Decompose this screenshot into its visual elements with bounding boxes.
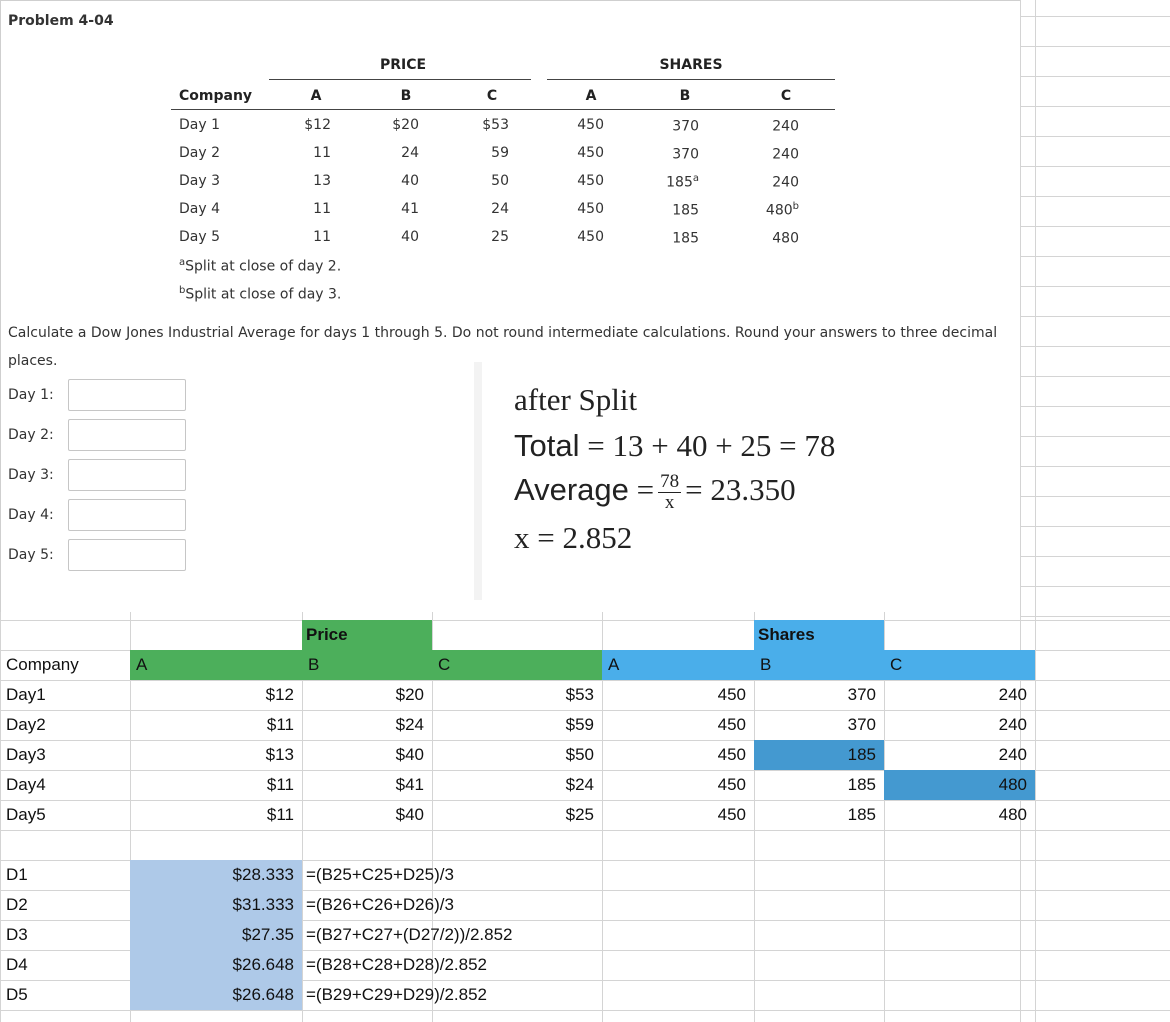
problem-cell-pc: [461, 229, 509, 245]
problem-cell-value: 11: [313, 201, 331, 217]
problem-cell-value: 370: [672, 118, 699, 135]
footnote-b-text: Split at close of day 3.: [185, 286, 342, 303]
problem-cell-pb: [371, 117, 419, 133]
overlay-average-line: [514, 472, 796, 513]
problem-cell-sa: [556, 117, 604, 133]
day-3-input[interactable]: [68, 459, 186, 491]
sheet-cell-pb[interactable]: $40: [395, 745, 424, 764]
price-header: PRICE: [379, 57, 427, 73]
problem-cell-value: 185: [666, 174, 693, 191]
sheet-row-day[interactable]: Day2: [6, 715, 46, 734]
problem-cell-sb: [651, 229, 699, 247]
problem-cell-pa: [283, 173, 331, 189]
grid-h-right: [1020, 76, 1170, 77]
shares-col-a: A: [585, 88, 597, 104]
result-label[interactable]: D5: [6, 985, 28, 1004]
sheet-cell-pc[interactable]: $50: [565, 745, 594, 764]
result-formula[interactable]: =(B29+C29+D29)/2.852: [306, 985, 487, 1004]
sheet-cell-pb[interactable]: $41: [395, 775, 424, 794]
company-header: Company: [179, 88, 253, 104]
overlay-after-split: after Split: [514, 382, 638, 417]
grid-h-right: [1020, 616, 1170, 617]
sheet-col-letter-2: C: [438, 655, 451, 674]
grid-h-right: [1020, 316, 1170, 317]
sheet-cell-pa[interactable]: $11: [266, 805, 294, 824]
problem-cell-value: 50: [491, 173, 509, 189]
problem-cell-value: 450: [577, 229, 604, 245]
shares-header: SHARES: [659, 57, 723, 73]
day-1-input[interactable]: [68, 379, 186, 411]
sheet-cell-sc[interactable]: 240: [998, 685, 1027, 704]
price-header-fill: [130, 650, 602, 680]
problem-cell-value: 240: [772, 174, 799, 191]
sheet-cell-pa[interactable]: $12: [265, 685, 294, 704]
day-3-label: Day 3:: [8, 467, 54, 483]
problem-row-day: Day 1: [179, 117, 221, 133]
grid-h-right: [1020, 196, 1170, 197]
problem-cell-pa: [283, 201, 331, 217]
sheet-row-day[interactable]: Day4: [6, 775, 46, 794]
table-header-rule: [171, 109, 835, 110]
sheet-row-day[interactable]: Day5: [6, 805, 46, 824]
grid-v-7: [1035, 612, 1036, 1022]
grid-h-right: [1020, 226, 1170, 227]
sheet-col-letter-4: B: [760, 655, 772, 674]
overlay-fraction: [658, 472, 681, 513]
result-formula[interactable]: =(B26+C26+D26)/3: [306, 895, 454, 914]
grid-h: [0, 620, 1170, 621]
grid-h-right: [1020, 136, 1170, 137]
problem-cell-pb: [371, 145, 419, 161]
problem-cell-value: 240: [772, 118, 799, 135]
footnote-marker: b: [792, 201, 799, 212]
result-label[interactable]: D1: [6, 865, 28, 884]
sheet-cell-sa[interactable]: 450: [717, 715, 746, 734]
result-formula[interactable]: =(B28+C28+D28)/2.852: [306, 955, 487, 974]
grid-h-right: [1020, 526, 1170, 527]
grid-h: [0, 1010, 1170, 1011]
problem-cell-sc: [749, 117, 799, 135]
price-col-c: C: [486, 88, 498, 104]
overlay-frac-den: x: [664, 492, 675, 514]
grid-h-right: [1020, 346, 1170, 347]
result-value[interactable]: $26.648: [232, 955, 294, 974]
grid-h-right: [1020, 466, 1170, 467]
problem-cell-sb: [651, 201, 699, 219]
sheet-cell-pa[interactable]: $11: [266, 715, 294, 734]
day-5-label: Day 5:: [8, 547, 54, 563]
sheet-cell-sc[interactable]: 480: [998, 775, 1027, 794]
overlay-average-label: Average: [514, 472, 629, 507]
shares-header-rule: [547, 79, 835, 80]
problem-cell-value: 59: [491, 145, 509, 161]
problem-cell-sc: [749, 201, 799, 219]
footnote-b-mark: b: [179, 285, 186, 296]
problem-cell-value: 185: [672, 202, 699, 219]
problem-cell-value: 370: [672, 146, 699, 163]
grid-h-right: [1020, 556, 1170, 557]
shares-header-fill: [602, 650, 1035, 680]
problem-cell-pb: [371, 201, 419, 217]
problem-cell-sc: [749, 145, 799, 163]
problem-row-day: Day 4: [179, 201, 221, 217]
grid-h-right: [1020, 496, 1170, 497]
problem-cell-pa: [283, 229, 331, 245]
overlay-frac-num: 78: [660, 471, 680, 493]
result-value[interactable]: $26.648: [232, 985, 294, 1004]
sheet-cell-pc[interactable]: $25: [565, 805, 594, 824]
overlay-total-line: [514, 428, 835, 464]
sheet-row-day[interactable]: Day1: [6, 685, 46, 704]
day-5-input[interactable]: [68, 539, 186, 571]
sheet-cell-pc[interactable]: $53: [565, 685, 594, 704]
problem-row-day: Day 3: [179, 173, 221, 189]
grid-h-right: [1020, 406, 1170, 407]
problem-cell-pc: [461, 201, 509, 217]
grid-h-right: [1020, 166, 1170, 167]
problem-cell-sb: [651, 145, 699, 163]
problem-cell-value: $12: [304, 117, 331, 133]
sheet-cell-sc[interactable]: 480: [998, 805, 1027, 824]
problem-cell-value: 25: [491, 229, 509, 245]
sheet-cell-sc[interactable]: 240: [998, 715, 1027, 734]
problem-cell-sb: [651, 173, 699, 191]
solution-overlay: [474, 362, 944, 600]
problem-cell-value: 185: [672, 230, 699, 247]
result-label[interactable]: D4: [6, 955, 28, 974]
footnote-a: [179, 257, 341, 275]
overlay-x-line: x = 2.852: [514, 520, 633, 555]
grid-h-right: [1020, 16, 1170, 17]
problem-cell-value: 11: [313, 145, 331, 161]
overlay-total-label: Total: [514, 428, 580, 463]
price-header-rule: [269, 79, 531, 80]
sheet-col-letter-5: C: [890, 655, 903, 674]
price-col-a: A: [310, 88, 322, 104]
sheet-col-letter-0: A: [136, 655, 148, 674]
sheet-cell-pb[interactable]: $20: [395, 685, 424, 704]
sheet-cell-pb[interactable]: $40: [395, 805, 424, 824]
grid-h-right: [1020, 376, 1170, 377]
problem-cell-value: 13: [313, 173, 331, 189]
problem-cell-value: 41: [401, 201, 419, 217]
problem-cell-sc: [749, 173, 799, 191]
sheet-col-letter-1: B: [308, 655, 320, 674]
problem-cell-value: 450: [577, 173, 604, 189]
result-formula[interactable]: =(B25+C25+D25)/3: [306, 865, 454, 884]
problem-cell-sa: [556, 145, 604, 161]
sheet-cell-sa[interactable]: 450: [717, 685, 746, 704]
sheet-cell-sb[interactable]: 185: [847, 805, 876, 824]
day-2-input[interactable]: [68, 419, 186, 451]
result-value[interactable]: $27.35: [242, 925, 294, 944]
problem-cell-pc: [461, 145, 509, 161]
problem-cell-pc: [461, 173, 509, 189]
sheet-price-label-cell[interactable]: [302, 620, 432, 650]
sheet-cell-pa[interactable]: $11: [266, 775, 294, 794]
problem-cell-value: 450: [577, 117, 604, 133]
sheet-cell-pa[interactable]: $13: [265, 745, 294, 764]
sheet-cell-sa[interactable]: 450: [717, 775, 746, 794]
problem-cell-value: 480: [772, 230, 799, 247]
day-1-label: Day 1:: [8, 387, 54, 403]
sheet-cell-pc[interactable]: $24: [565, 775, 594, 794]
problem-row-day: Day 2: [179, 145, 221, 161]
problem-cell-value: 450: [577, 145, 604, 161]
sheet-cell-sa[interactable]: 450: [717, 745, 746, 764]
problem-cell-value: 24: [401, 145, 419, 161]
problem-cell-pb: [371, 173, 419, 189]
sheet-cell-sb[interactable]: 370: [847, 685, 876, 704]
grid-h-right: [1020, 106, 1170, 107]
day-4-input[interactable]: [68, 499, 186, 531]
problem-cell-value: 240: [772, 146, 799, 163]
problem-cell-sa: [556, 229, 604, 245]
problem-cell-value: 24: [491, 201, 509, 217]
problem-cell-pa: [283, 117, 331, 133]
problem-cell-value: 450: [577, 201, 604, 217]
footnote-a-text: Split at close of day 2.: [185, 258, 342, 275]
problem-cell-pc: [461, 117, 509, 133]
problem-cell-sb: [651, 117, 699, 135]
price-col-b: B: [400, 88, 412, 104]
grid-h-right: [1020, 586, 1170, 587]
grid-v-right-0: [1020, 0, 1021, 1022]
grid-h-right: [1020, 436, 1170, 437]
grid-h-right: [1020, 286, 1170, 287]
day-2-label: Day 2:: [8, 427, 54, 443]
day-4-label: Day 4:: [8, 507, 54, 523]
result-formula[interactable]: =(B27+C27+(D27/2))/2.852: [306, 925, 513, 944]
problem-cell-value: 40: [401, 229, 419, 245]
problem-cell-value: $20: [392, 117, 419, 133]
footnote-b: [179, 285, 341, 303]
result-label[interactable]: D3: [6, 925, 28, 944]
sheet-shares-label: Shares: [758, 625, 815, 644]
sheet-col-letter-3: A: [608, 655, 620, 674]
problem-cell-sa: [556, 201, 604, 217]
overlay-eq: =: [636, 472, 655, 507]
problem-cell-sa: [556, 173, 604, 189]
problem-cell-sc: [749, 229, 799, 247]
problem-title: Problem 4-04: [8, 13, 114, 29]
sheet-cell-sa[interactable]: 450: [717, 805, 746, 824]
problem-row-day: Day 5: [179, 229, 221, 245]
grid-h-right: [1020, 46, 1170, 47]
problem-cell-value: 480: [765, 202, 793, 219]
shares-col-c: C: [780, 88, 792, 104]
sheet-cell-sb[interactable]: 370: [847, 715, 876, 734]
footnote-marker: a: [692, 173, 699, 184]
sheet-cell-sb[interactable]: 185: [847, 775, 876, 794]
overlay-average-result: = 23.350: [685, 472, 796, 507]
sheet-cell-sb[interactable]: 185: [847, 745, 876, 764]
result-value[interactable]: $31.333: [232, 895, 294, 914]
result-value[interactable]: $28.333: [232, 865, 294, 884]
problem-cell-value: $53: [482, 117, 509, 133]
grid-h: [0, 830, 1170, 831]
problem-cell-pb: [371, 229, 419, 245]
sheet-cell-sc[interactable]: 240: [998, 745, 1027, 764]
problem-cell-value: 40: [401, 173, 419, 189]
footnote-a-mark: a: [179, 257, 186, 268]
overlay-total-expr: = 13 + 40 + 25 = 78: [587, 428, 836, 463]
sheet-shares-label-cell[interactable]: [754, 620, 884, 650]
result-label[interactable]: D2: [6, 895, 28, 914]
sheet-price-label: Price: [306, 625, 348, 644]
sheet-row-day[interactable]: Day3: [6, 745, 46, 764]
instructions-text: Calculate a Dow Jones Industrial Average for days 1 through 5. Do not round intermediate calculations. Round your answers to three decimal places.: [8, 325, 998, 369]
sheet-cell-pc[interactable]: $59: [565, 715, 594, 734]
problem-cell-pa: [283, 145, 331, 161]
grid-h-right: [1020, 256, 1170, 257]
problem-cell-value: 11: [313, 229, 331, 245]
sheet-cell-pb[interactable]: $24: [395, 715, 424, 734]
shares-col-b: B: [679, 88, 691, 104]
sheet-company-label[interactable]: Company: [6, 655, 79, 674]
